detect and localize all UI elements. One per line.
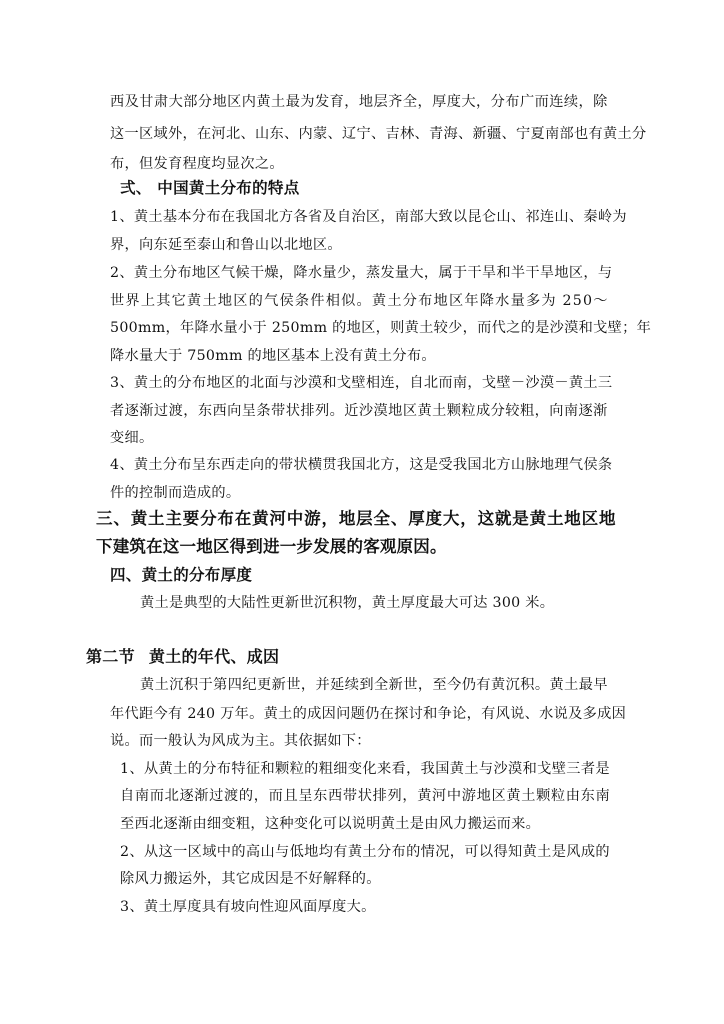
chapter2-line-7: 2 、 从 这 一 区 域 中 的 高 山 与 低 地 均 有 黄 土 分 布 的 情 况 ， 可 以 得 知 黄 土 是 风 成 的: [120, 844, 610, 860]
section2-line-7: 3 、 黄 土 的 分 布 地 区 的 北 面 与 沙 漠 和 戈 壁 相 连 ， 自 北 而 南 ， 戈 壁 － 沙 漠 － 黄 土 三: [110, 375, 613, 391]
chapter2-line-1: 黄 土 沉 积 于 第 四 纪 更 新 世 ， 并 延 续 到 全 新 世 ， 至 今 仍 有 黄 沉 积 。 黄 土 最 早: [140, 677, 608, 693]
section2-heading: 弍、 中国黄土分布的特点: [120, 179, 300, 197]
intro-line-3: 布，但发育程度均显次之。: [110, 156, 284, 172]
section2-line-9: 变细。: [110, 430, 154, 446]
intro-line-2: 这 一 区 域 外 ， 在 河 北 、 山 东 、 内 蒙 、 辽 宁 、 吉 林 、 青 海 、 新 疆 、 宁 夏 南 部 也 有 黄 土 分: [110, 126, 647, 142]
chapter2-line-9: 3、黄土厚度具有坡向性迎风面厚度大。: [120, 899, 376, 915]
section4-line-1: 黄土是典型的大陆性更新世沉积物，黄土厚度最大可达 300 米。: [140, 595, 555, 611]
chapter2-line-4: 1 、 从 黄 土 的 分 布 特 征 和 颗 粒 的 粗 细 变 化 来 看 ， 我 国 黄 土 与 沙 漠 和 戈 壁 三 者 是: [120, 761, 610, 777]
section2-line-11: 件的控制而造成的。: [110, 485, 241, 501]
section2-line-5: 5 0 0 m m ， 年 降 水 量 小 于 2 5 0 m m 的 地 区 ， 则 黄 土 较 少 ， 而 代 之 的 是 沙 漠 和 戈 壁 ； 年: [110, 320, 652, 336]
chapter2-line-6: 至西北逐渐由细变粗，这种变化可以说明黄土是由风力搬运而来。: [120, 816, 541, 832]
section2-line-4: 世 界 上 其 它 黄 土 地 区 的 气 侯 条 件 相 似 。 黄 土 分 布 地 区 年 降 水 量 多 为 2 5 0 ～: [110, 293, 608, 309]
chapter2-line-8: 除风力搬运外，其它成因是不好解释的。: [120, 871, 381, 887]
section2-line-6: 降水量大于 750mm 的地区基本上没有黄土分布。: [110, 348, 436, 364]
section3-line-2: 下建筑在这一地区得到进一步发展的客观原因。: [96, 537, 447, 556]
section2-line-2: 界，向东延至泰山和鲁山以北地区。: [110, 237, 342, 253]
chapter2-heading-num: 第二节: [86, 647, 135, 666]
chapter2-line-3: 说。而一般认为风成为主。其依据如下：: [110, 733, 371, 749]
section2-line-10: 4 、 黄 土 分 布 呈 东 西 走 向 的 带 状 横 贯 我 国 北 方 ， 这 是 受 我 国 北 方 山 脉 地 理 气 侯 条: [110, 457, 613, 473]
chapter2-line-5: 自 南 而 北 逐 渐 过 渡 的 ， 而 且 呈 东 西 带 状 排 列 ， 黄 河 中 游 地 区 黄 土 颗 粒 由 东 南: [120, 788, 610, 804]
intro-line-1: 西 及 甘 肃 大 部 分 地 区 内 黄 土 最 为 发 育 ， 地 层 齐 全 ， 厚 度 大 ， 分 布 广 而 连 续 ， 除: [110, 94, 608, 110]
section2-line-8: 者 逐 渐 过 渡 ， 东 西 向 呈 条 带 状 排 列 。 近 沙 漠 地 区 黄 土 颗 粒 成 分 较 粗 ， 向 南 逐 渐: [110, 403, 608, 419]
chapter2-heading: [86, 648, 279, 666]
section2-line-3: 2 、 黄 土 分 布 地 区 气 候 干 燥 ， 降 水 量 少 ， 蒸 发 量 大 ， 属 于 干 旱 和 半 干 旱 地 区 ， 与: [110, 265, 613, 281]
section2-line-1: 1 、 黄 土 基 本 分 布 在 我 国 北 方 各 省 及 自 治 区 ， 南 部 大 致 以 昆 仑 山 、 祁 连 山 、 秦 岭 为: [110, 209, 627, 225]
chapter2-line-2: 年 代 距 今 有 2 4 0 万 年 。 黄 土 的 成 因 问 题 仍 在 探 讨 和 争 论 ， 有 风 说 、 水 说 及 多 成 因: [110, 706, 627, 722]
section4-heading: 四、黄土的分布厚度: [110, 566, 253, 584]
section3-line-1: 三 、 黄 土 主 要 分 布 在 黄 河 中 游 ， 地 层 全 、 厚 度 大 ， 这 就 是 黄 土 地 区 地: [96, 509, 616, 528]
chapter2-heading-title: 黄土的年代、成因: [148, 647, 280, 666]
